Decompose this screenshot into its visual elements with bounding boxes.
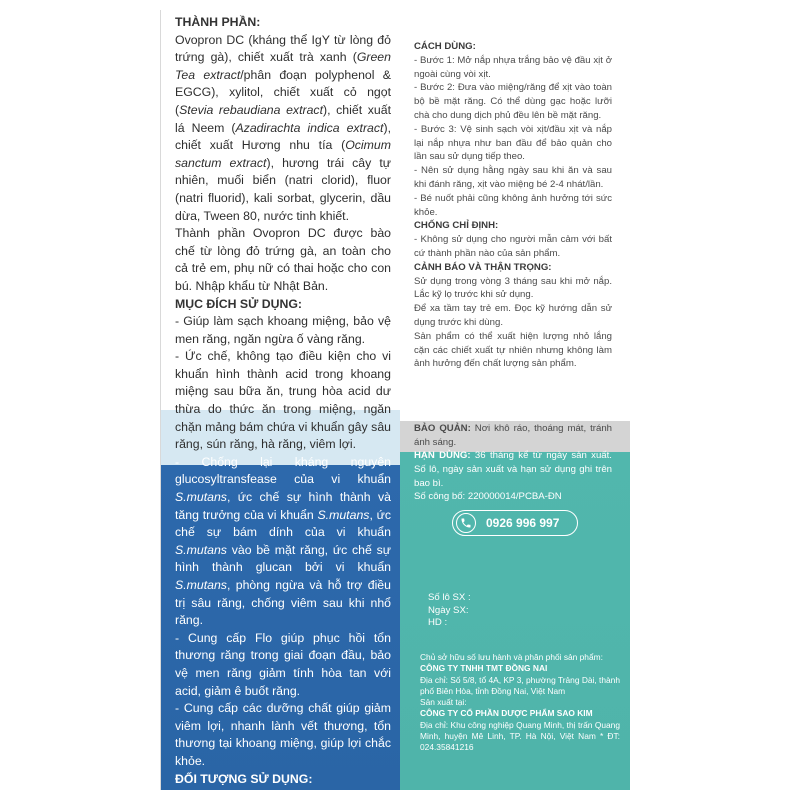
- ingredients-heading: THÀNH PHẦN:: [175, 15, 261, 29]
- purpose-heading: MỤC ĐÍCH SỬ DỤNG:: [175, 296, 303, 311]
- warning-text-2: Để xa tầm tay trẻ em. Đọc kỹ hướng dẫn sử dụng trước khi dùng.: [414, 303, 612, 328]
- purpose-3-e: , ức chế sự bám dính của vi khuẩn: [175, 507, 392, 540]
- registration-number: Số công bố: 220000014/PCBA-ĐN: [414, 491, 562, 503]
- owner-company: CÔNG TY TNHH TMT ĐỒNG NAI: [420, 663, 548, 674]
- ingredients-text-d: Stevia rebaudiana extract: [179, 102, 323, 117]
- contraindication-text: - Không sử dụng cho người mẫn cảm với bất cứ thành phần nào của sản phẩm.: [414, 234, 612, 259]
- warning-text-1: Sử dụng trong vòng 3 tháng sau khi mở nắp. Lắc kỹ lọ trước khi sử dụng.: [414, 275, 612, 301]
- purpose-3-d: S.mutans: [317, 507, 370, 522]
- ingredients-text-e: ), chiết xuất lá Neem (: [175, 102, 391, 135]
- ingredients-text-h: Ocimum sanctum extract: [175, 138, 391, 170]
- ingredients-panel: [160, 10, 400, 804]
- purpose-3-a: - Chống lại kháng nguyên glucosyltransfease của vi khuẩn: [175, 454, 391, 487]
- ingredients-text-c: /phân đoạn polyphenol & EGCG), xylitol, chiết xuất cỏ ngọt (: [175, 67, 391, 117]
- manufacture-date-label: Ngày SX:: [428, 604, 469, 616]
- ingredients-text-f: Azadirachta indica extract: [235, 120, 384, 135]
- purpose-3-c: , ức chế sự hình thành và tăng trưởng của vi khuẩn: [175, 490, 391, 522]
- storage-heading: BẢO QUẢN:: [414, 423, 471, 434]
- left-dark-section: [175, 454, 391, 806]
- manufacturer-company: CÔNG TY CỔ PHẦN DƯỢC PHẨM SAO KIM: [420, 708, 593, 719]
- purpose-3-f: S.mutans: [175, 542, 227, 557]
- batch-info: [428, 592, 471, 630]
- target-users-item-1: - Trẻ em từ 12 tháng tuổi trở lên.: [175, 789, 353, 804]
- expiry-date-label: HD :: [428, 617, 448, 628]
- ingredients-text-a: Ovopron DC (kháng thể IgY từ lòng đỏ trứng gà), chiết xuất trà xanh (: [175, 32, 391, 65]
- storage-text: [414, 422, 612, 450]
- purpose-3-b: S.mutans: [175, 490, 227, 505]
- ingredients-text-i: ), hương trái cây tự nhiên, muối biển (natri clorid), fluor (natri fluorid), kali sorbat, glycerin, dầu dừa, Tween 80, nước tinh khiết.: [175, 155, 392, 223]
- purpose-item-4: - Cung cấp Flo giúp phục hồi tổn thương răng trong giai đoạn đầu, bảo vệ men răng giảm tính hòa tan với acid, giảm ê buốt răng.: [175, 630, 391, 698]
- usage-step-3: - Bước 3: Vệ sinh sạch vòi xịt/đầu xịt và nắp lại nắp nhựa như ban đầu để bảo quản cho lần sau sử dụng tiếp theo.: [414, 123, 612, 163]
- manufacturer-address: Địa chỉ: Khu công nghiệp Quang Minh, thị trấn Quang Minh, huyện Mê Linh, TP. Hà Nội, Việt Nam * ĐT: 024.35841216: [420, 719, 620, 753]
- usage-step-1: - Bước 1: Mở nắp nhựa trắng bảo vệ đầu xịt ở ngoài cùng vòi xịt.: [414, 54, 612, 80]
- warning-text-3: Sản phẩm có thể xuất hiện lượng nhỏ lắng cặn các chiết xuất tự nhiên nhưng không làm ảnh hưởng đến chất lượng sản phẩm.: [414, 330, 612, 370]
- purpose-3-g: vào bề mặt răng, ức chế sự hình thành glucan bởi vi khuẩn: [175, 542, 391, 575]
- phone-icon: [456, 513, 476, 533]
- purpose-3-i: , phòng ngừa và hỗ trợ điều trị sâu răng, chống viêm sau khi nhổ răng.: [175, 578, 391, 628]
- ovopron-note: Thành phần Ovopron DC được bào chế từ lòng đỏ trứng gà, an toàn cho cả trẻ em, phụ nữ có thai hoặc cho con bú. Nhập khẩu từ Nhật Bản.: [175, 226, 391, 293]
- purpose-item-1: - Giúp làm sạch khoang miệng, bảo vệ men răng, ngăn ngừa ố vàng răng.: [175, 314, 391, 346]
- usage-heading: CÁCH DÙNG:: [414, 41, 476, 52]
- contraindication-heading: CHỐNG CHỈ ĐỊNH:: [414, 220, 499, 232]
- usage-panel: [400, 22, 630, 790]
- ingredients-text-b: Green Tea extract: [175, 50, 391, 82]
- usage-note-1: - Nên sử dụng hằng ngày sau khi ăn và sau khi đánh răng, xịt vào miệng bé 2-4 nhát/lần.: [414, 165, 612, 190]
- target-users-heading: ĐỐI TƯỢNG SỬ DỤNG:: [175, 771, 313, 786]
- purpose-3-h: S.mutans: [175, 578, 227, 592]
- purpose-item-2: - Ức chế, không tạo điều kiện cho vi khuẩn hình thành acid trong khoang miệng sau bữa ăn, trung hòa acid dư thừa do thức ăn trong miệng, ngăn chặn mảng bám chứa vi khuẩn gây sâu răng, sún răng, hà răng, viêm lợi.: [175, 349, 391, 452]
- owner-label: Chủ sở hữu số lưu hành và phân phối sản phẩm:: [420, 652, 603, 662]
- purpose-item-3: [175, 454, 391, 630]
- batch-number-label: Số lô SX :: [428, 592, 471, 603]
- storage-detail: Nơi khô ráo, thoáng mát, tránh ánh sáng.: [414, 423, 612, 448]
- storage-block: [414, 422, 612, 450]
- hotline-badge: [452, 510, 578, 536]
- purpose-item-5: - Cung cấp các dưỡng chất giúp giảm viêm lợi, nhanh lành vết thương, tổn thương tại khoang miệng, giúp lợi chắc khỏe.: [175, 701, 391, 768]
- expiry-detail: 36 tháng kể từ ngày sản xuất. Số lô, ngày sản xuất và hạn sử dụng ghi trên bao bì.: [414, 450, 612, 489]
- left-text-block: [175, 14, 391, 806]
- hotline-number: 0926 996 997: [486, 516, 560, 530]
- manufacturer-label: Sản xuất tại:: [420, 697, 467, 708]
- expiry-block: [414, 449, 612, 504]
- right-text-block: [414, 40, 612, 371]
- company-info: [420, 652, 620, 754]
- usage-note-2: - Bé nuốt phải cũng không ảnh hưởng tới sức khỏe.: [414, 192, 612, 218]
- expiry-heading: HẠN DÙNG:: [414, 450, 471, 461]
- warning-heading: CẢNH BÁO VÀ THẬN TRỌNG:: [414, 261, 552, 273]
- usage-step-2: - Bước 2: Đưa vào miệng/răng để xịt vào toàn bộ bề mặt răng. Có thể dùng gạc hoặc lưỡi chà cho dung dịch phủ đều lên bề mặt răng.: [414, 82, 612, 121]
- owner-address: Địa chỉ: Số 5/8, tổ 4A, KP 3, phường Trảng Dài, thành phố Biên Hòa, tỉnh Đồng Nai, Việt Nam: [420, 674, 620, 696]
- expiry-text: [414, 449, 612, 490]
- ingredients-text-g: ), chiết xuất Hương nhu tía (: [175, 120, 391, 153]
- ingredients-paragraph: [175, 32, 391, 226]
